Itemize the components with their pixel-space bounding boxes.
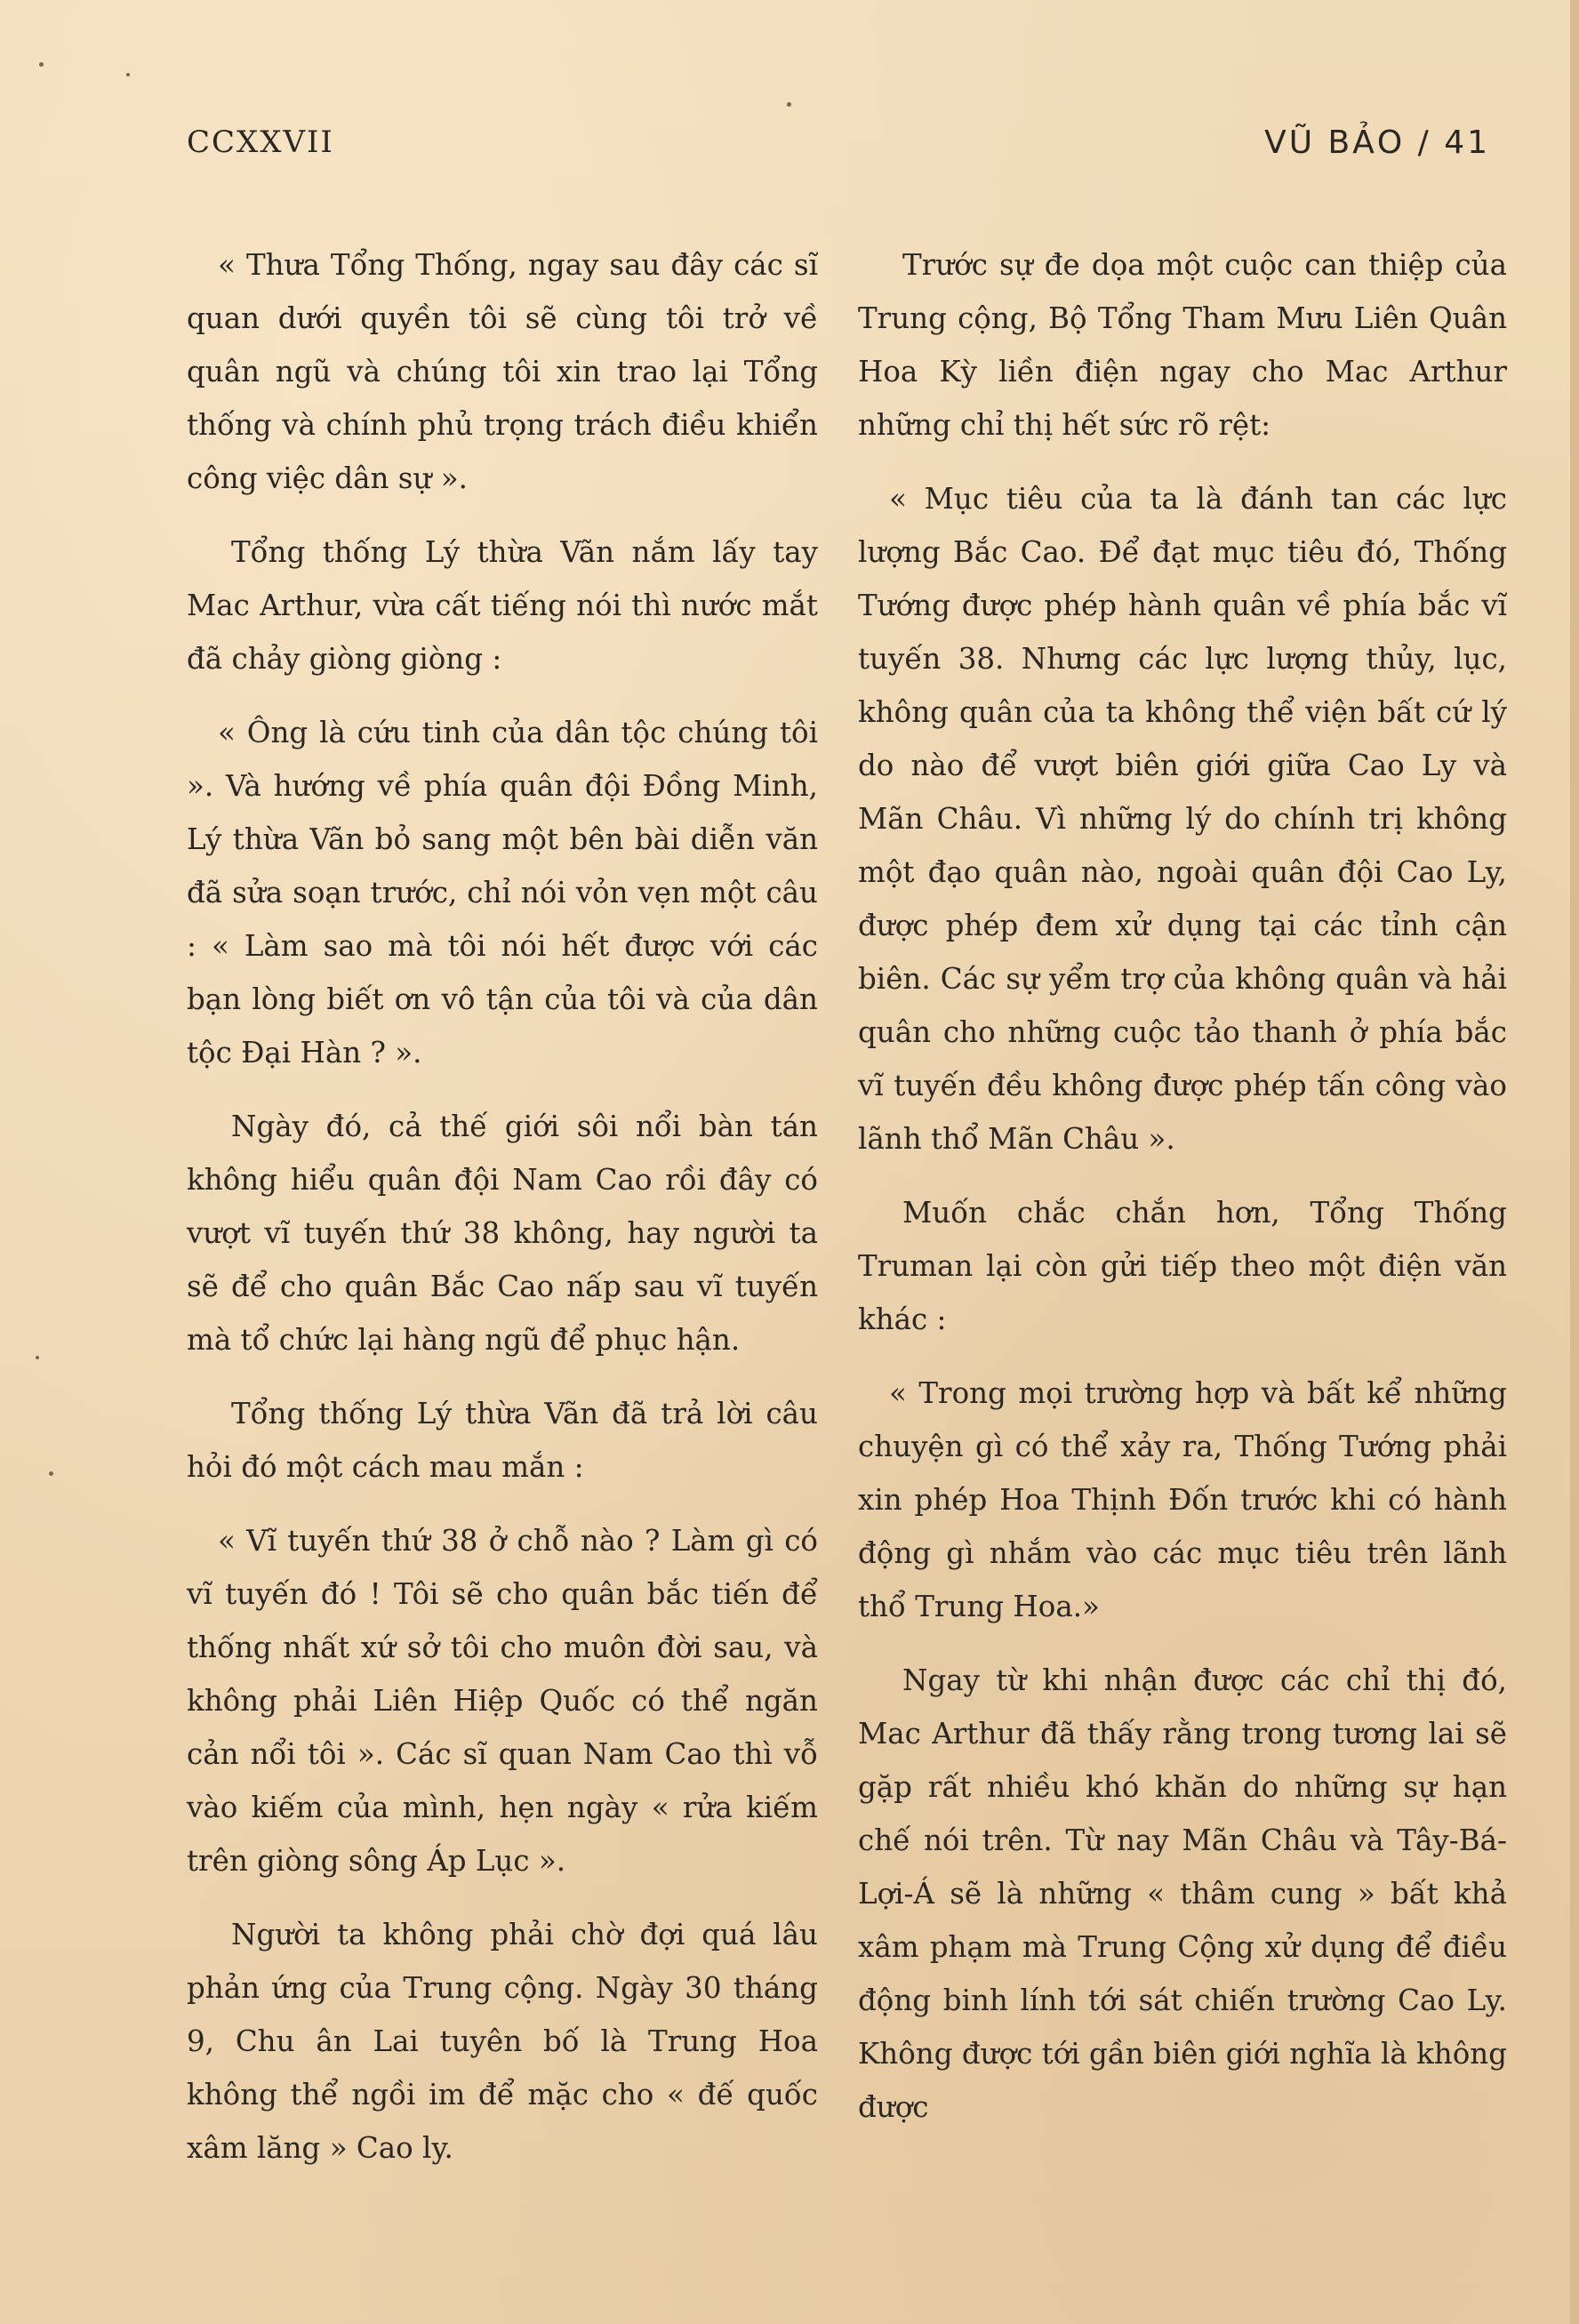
paper-speck xyxy=(787,102,791,107)
page-edge xyxy=(1570,0,1579,2324)
paragraph: « Trong mọi trường hợp và bất kể những chuyện gì có thể xảy ra, Thống Tướng phải xin phép Hoa Thịnh Đốn trước khi có hành động gì nhắm vào các mục tiêu trên lãnh thổ Trung Hoa.» xyxy=(858,1376,1507,1623)
running-header xyxy=(187,124,1490,178)
paper-speck xyxy=(49,1471,53,1476)
paragraph: « Thưa Tổng Thống, ngay sau đây các sĩ quan dưới quyền tôi sẽ cùng tôi trở về quân ngũ và chúng tôi xin trao lại Tổng thống và chính phủ trọng trách điều khiển công việc dân sự ». xyxy=(187,248,818,495)
paragraph: Ngay từ khi nhận được các chỉ thị đó, Mac Arthur đã thấy rằng trong tương lai sẽ gặp rất nhiều khó khăn do những sự hạn chế nói trên. Từ nay Mãn Châu và Tây-Bá-Lợi-Á sẽ là những « thâm cung » bất khả xâm phạm mà Trung Cộng xử dụng để điều động binh lính tới sát chiến trường Cao Ly. Không được tới gần biên giới nghĩa là không được xyxy=(858,1663,1507,2124)
chapter-number: CCXXVII xyxy=(187,124,334,160)
paper-speck xyxy=(126,73,130,76)
author-page-number: VŨ BẢO / 41 xyxy=(1264,124,1490,161)
paragraph: « Vĩ tuyến thứ 38 ở chỗ nào ? Làm gì có vĩ tuyến đó ! Tôi sẽ cho quân bắc tiến để thống nhất xứ sở tôi cho muôn đời sau, và không phải Liên Hiệp Quốc có thể ngăn cản nổi tôi ». Các sĩ quan Nam Cao thì vỗ vào kiếm của mình, hẹn ngày « rửa kiếm trên giòng sông Áp Lục ». xyxy=(187,1524,818,1878)
left-column xyxy=(187,238,818,2175)
right-column xyxy=(858,238,1507,2134)
paragraph: Tổng thống Lý thừa Vãn nắm lấy tay Mac Arthur, vừa cất tiếng nói thì nước mắt đã chảy giòng giòng : xyxy=(187,535,818,676)
paragraph: Người ta không phải chờ đợi quá lâu phản ứng của Trung cộng. Ngày 30 tháng 9, Chu ân Lai tuyên bố là Trung Hoa không thể ngồi im để mặc cho « đế quốc xâm lăng » Cao ly. xyxy=(187,1918,818,2165)
paragraph: Muốn chắc chắn hơn, Tổng Thống Truman lại còn gửi tiếp theo một điện văn khác : xyxy=(858,1196,1507,1336)
paper-speck xyxy=(36,1356,39,1359)
paragraph: « Ông là cứu tinh của dân tộc chúng tôi ». Và hướng về phía quân đội Đồng Minh, Lý thừa Vãn bỏ sang một bên bài diễn văn đã sửa soạn trước, chỉ nói vỏn vẹn một câu : « Làm sao mà tôi nói hết được với các bạn lòng biết ơn vô tận của tôi và của dân tộc Đại Hàn ? ». xyxy=(187,716,818,1070)
paragraph: Ngày đó, cả thế giới sôi nổi bàn tán không hiểu quân đội Nam Cao rồi đây có vượt vĩ tuyến thứ 38 không, hay người ta sẽ để cho quân Bắc Cao nấp sau vĩ tuyến mà tổ chức lại hàng ngũ để phục hận. xyxy=(187,1110,818,1357)
paper-speck xyxy=(39,62,44,67)
paragraph: Trước sự đe dọa một cuộc can thiệp của Trung cộng, Bộ Tổng Tham Mưu Liên Quân Hoa Kỳ liền điện ngay cho Mac Arthur những chỉ thị hết sức rõ rệt: xyxy=(858,248,1507,442)
paragraph: Tổng thống Lý thừa Vãn đã trả lời câu hỏi đó một cách mau mắn : xyxy=(187,1397,818,1484)
paragraph: « Mục tiêu của ta là đánh tan các lực lượng Bắc Cao. Để đạt mục tiêu đó, Thống Tướng được phép hành quân về phía bắc vĩ tuyến 38. Nhưng các lực lượng thủy, lục, không quân của ta không thể viện bất cứ lý do nào để vượt biên giới giữa Cao Ly và Mãn Châu. Vì những lý do chính trị không một đạo quân nào, ngoài quân đội Cao Ly, được phép đem xử dụng tại các tỉnh cận biên. Các sự yểm trợ của không quân và hải quân cho những cuộc tảo thanh ở phía bắc vĩ tuyến đều không được phép tấn công vào lãnh thổ Mãn Châu ». xyxy=(858,482,1507,1156)
